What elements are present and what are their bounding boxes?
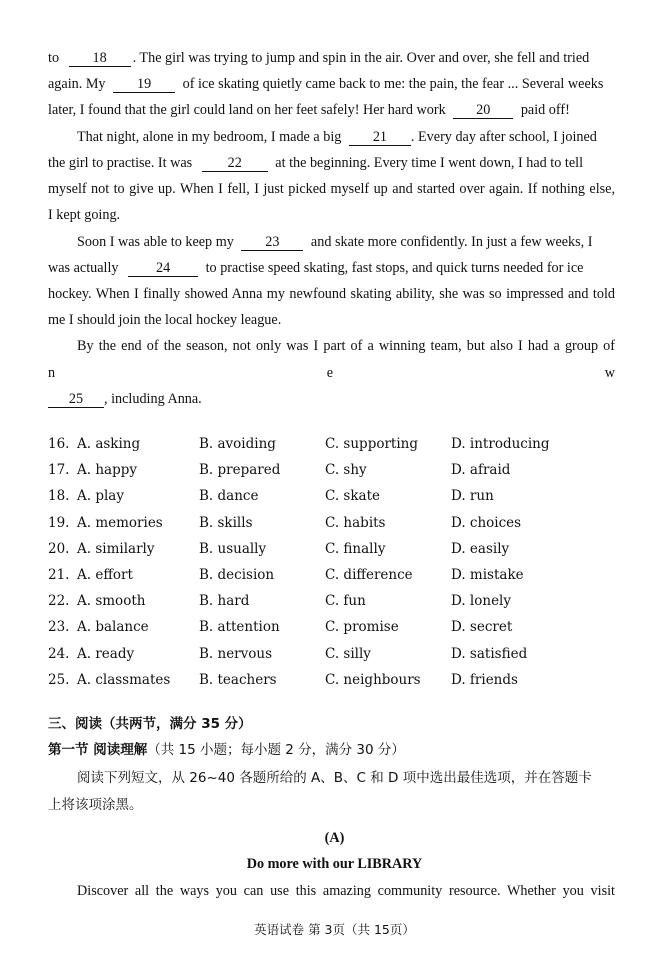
passage-line-9: was actually 24 to practise speed skating, fast stops, and quick turns needed for ice bbox=[48, 260, 584, 276]
option-choice-d: D. introducing bbox=[451, 436, 550, 452]
passage-line-12: By the end of the season, not only was I part of a winning team, but also I had a group of bbox=[77, 338, 615, 354]
blank-23: 23 bbox=[241, 235, 303, 251]
blank-22: 22 bbox=[202, 156, 268, 172]
option-choice-b: B. prepared bbox=[199, 462, 281, 479]
question-number: 23. bbox=[48, 619, 70, 636]
option-choice-d: D. lonely bbox=[451, 593, 511, 610]
option-choice-a: A. balance bbox=[77, 619, 149, 636]
passage-line-14: 25 , including Anna. bbox=[48, 390, 615, 408]
passage-line-3: later, I found that the girl could land on her feet safely! Her hard work 20 paid off! bbox=[48, 102, 570, 118]
option-choice-d: D. afraid bbox=[451, 462, 511, 479]
option-choice-b: B. avoiding bbox=[199, 436, 276, 452]
option-choice-a: A. similarly bbox=[77, 540, 155, 557]
option-choice-c: C. promise bbox=[325, 619, 399, 636]
option-choice-d: D. secret bbox=[451, 619, 513, 636]
passage-line-8: Soon I was able to keep my 23 and skate more confidently. In just a few weeks, I bbox=[77, 234, 593, 250]
option-choice-a: A. play bbox=[77, 488, 124, 505]
option-choice-d: D. run bbox=[451, 488, 494, 505]
option-choice-c: C. skate bbox=[325, 488, 381, 505]
passage-line-10: hockey. When I finally showed Anna my newfound skating ability, she was so impressed and told bbox=[48, 286, 615, 302]
section-title: 三、阅读（共两节，满分 35 分） bbox=[48, 716, 252, 732]
option-choice-b: B. attention bbox=[199, 619, 280, 636]
section-subtitle: 第一节 阅读理解（共 15 小题；每小题 2 分，满分 30 分） bbox=[48, 742, 405, 758]
passage-line-2: again. My 19 of ice skating quietly came back to me: the pain, the fear ... Several weeks bbox=[48, 76, 604, 92]
option-choice-c: C. shy bbox=[325, 462, 367, 479]
option-choice-a: A. effort bbox=[77, 567, 133, 583]
blank-21: 21 bbox=[349, 130, 411, 146]
blank-25: 25 bbox=[48, 392, 104, 408]
option-choice-c: C. difference bbox=[325, 567, 413, 583]
question-number: 17. bbox=[48, 462, 70, 479]
option-choice-b: B. nervous bbox=[199, 645, 273, 662]
option-choice-c: C. supporting bbox=[325, 436, 418, 452]
option-choice-d: D. choices bbox=[451, 514, 522, 531]
passage-line-13: n e w bbox=[48, 365, 615, 381]
option-choice-c: C. silly bbox=[325, 645, 371, 662]
option-choice-b: B. decision bbox=[199, 567, 275, 583]
option-choice-a: A. classmates bbox=[77, 671, 171, 688]
option-choice-a: A. ready bbox=[77, 645, 135, 662]
question-number: 24. bbox=[48, 645, 70, 662]
question-number: 21. bbox=[48, 567, 70, 583]
option-choice-a: A. smooth bbox=[77, 593, 146, 610]
passage-label: (A) bbox=[324, 830, 345, 846]
passage-line-7: I kept going. bbox=[48, 207, 121, 223]
option-choice-d: D. satisfied bbox=[451, 645, 528, 662]
passage-line-5: the girl to practise. It was 22 at the beginning. Every time I went down, I had to tell bbox=[48, 155, 584, 171]
passage-a-line-1: Discover all the ways you can use this amazing community resource. Whether you visit bbox=[77, 883, 615, 899]
question-number: 20. bbox=[48, 540, 70, 557]
question-number: 18. bbox=[48, 488, 70, 505]
blank-18: 18 bbox=[69, 51, 131, 67]
option-choice-b: B. teachers bbox=[199, 671, 277, 688]
instructions-line-2: 上将该项涂黑。 bbox=[48, 797, 143, 813]
option-choice-c: C. neighbours bbox=[325, 671, 421, 688]
page-footer: 英语试卷 第 3页（共 15页） bbox=[254, 922, 415, 937]
option-choice-c: C. habits bbox=[325, 514, 386, 531]
option-choice-b: B. usually bbox=[199, 540, 267, 557]
blank-19: 19 bbox=[113, 77, 175, 93]
instructions-line-1: 阅读下列短文，从 26~40 各题所给的 A、B、C 和 D 项中选出最佳选项，并在答题卡 bbox=[77, 770, 592, 786]
option-choice-a: A. asking bbox=[77, 436, 141, 452]
option-choice-c: C. fun bbox=[325, 593, 366, 610]
question-number: 25. bbox=[48, 671, 70, 688]
question-number: 16. bbox=[48, 436, 70, 452]
blank-20: 20 bbox=[453, 103, 513, 119]
option-choice-d: D. mistake bbox=[451, 567, 524, 583]
option-choice-d: D. friends bbox=[451, 671, 518, 688]
question-number: 19. bbox=[48, 514, 70, 531]
passage-title: Do more with our LIBRARY bbox=[246, 856, 423, 872]
option-choice-d: D. easily bbox=[451, 540, 510, 557]
option-choice-a: A. happy bbox=[77, 462, 137, 479]
option-choice-b: B. dance bbox=[199, 488, 259, 505]
question-number: 22. bbox=[48, 593, 70, 610]
passage-line-11: me I should join the local hockey league. bbox=[48, 312, 282, 328]
passage-line-6: myself not to give up. When I fell, I just picked myself up and started over again. If nothing else, bbox=[48, 181, 615, 197]
passage-line-4: That night, alone in my bedroom, I made a big 21 . Every day after school, I joined bbox=[77, 129, 597, 145]
passage-line-1: to 18 . The girl was trying to jump and spin in the air. Over and over, she fell and tried bbox=[48, 50, 590, 66]
option-choice-b: B. hard bbox=[199, 593, 250, 610]
blank-24: 24 bbox=[128, 261, 198, 277]
option-choice-c: C. finally bbox=[325, 540, 386, 557]
option-choice-a: A. memories bbox=[77, 514, 163, 531]
option-choice-b: B. skills bbox=[199, 514, 253, 531]
